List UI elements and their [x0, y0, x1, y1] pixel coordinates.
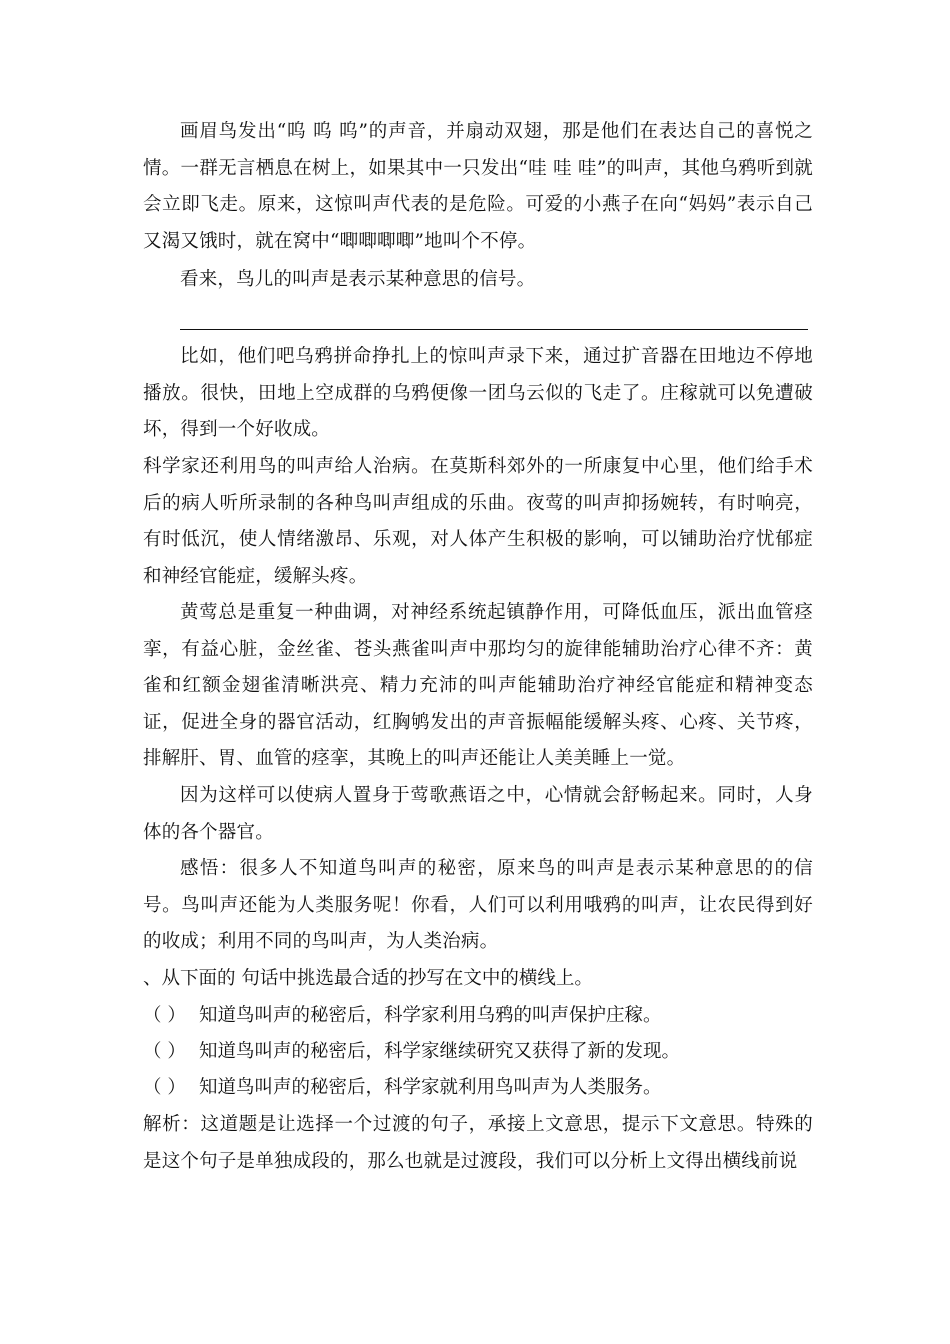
paragraph-signal-conclusion: 看来，鸟儿的叫声是表示某种意思的信号。 [180, 269, 536, 290]
question-prompt: 、从下面的 句话中挑选最合适的抄写在文中的横线上。 [143, 968, 593, 989]
paragraph-crow-example: 比如，他们吧乌鸦拼命挣扎上的惊叫声录下来，通过扩音器在田地边不停地播放。很快，田地上空成群的乌鸦便像一团乌云似的飞走了。庄稼就可以免遭破坏，得到一个好收成。 [143, 346, 813, 440]
option-2-text: 知道鸟叫声的秘密后，科学家继续研究又获得了新的发现。 [199, 1041, 681, 1062]
paragraph-analysis: 解析：这道题是让选择一个过渡的句子，承接上文意思，提示下文意思。特殊的是这个句子是单独成段的，那么也就是过渡段，我们可以分析上文得出横线前说 [143, 1114, 813, 1172]
option-3-text: 知道鸟叫声的秘密后，科学家就利用鸟叫声为人类服务。 [199, 1077, 662, 1098]
option-1-text: 知道鸟叫声的秘密后，科学家利用乌鸦的叫声保护庄稼。 [199, 1005, 662, 1026]
option-1 [143, 998, 813, 1035]
paragraph-oriole: 黄莺总是重复一种曲调，对神经系统起镇静作用，可降低血压，派出血管痉挛，有益心脏，金丝雀、苍头燕雀叫声中那均匀的旋律能辅助治疗心律不齐：黄雀和红额金翅雀清晰洪亮、精力充沛的叫声能辅助治疗神经官能症和精神变态证，促进全身的器官活动，红胸鸲发出的声音振幅能缓解头疼、心疼、关节疼，排解肝、胃、血管的痉挛，其晚上的叫声还能让人美美睡上一觉。 [143, 602, 813, 769]
paragraph-reflection: 感悟：很多人不知道鸟叫声的秘密，原来鸟的叫声是表示某种意思的的信号。鸟叫声还能为人类服务呢！你看，人们可以利用哦鸦的叫声，让农民得到好的收成；利用不同的鸟叫声，为人类治病。 [143, 858, 813, 952]
paragraph-mood: 因为这样可以使病人置身于莺歌燕语之中，心情就会舒畅起来。同时，人身体的各个器官。 [143, 785, 813, 843]
paragraph-healing: 科学家还利用鸟的叫声给人治病。在莫斯科郊外的一所康复中心里，他们给手术后的病人听所录制的各种鸟叫声组成的乐曲。夜莺的叫声抑扬婉转，有时响亮，有时低沉，使人情绪激昂、乐观，对人体产生积极的影响，可以铺助治疗忧郁症和神经官能症，缓解头疼。 [143, 456, 813, 587]
option-2 [143, 1034, 813, 1071]
option-2-paren[interactable]: （ ） [143, 1041, 186, 1062]
option-3-paren[interactable]: （ ） [143, 1077, 186, 1098]
answer-blank-line [180, 329, 808, 330]
option-1-paren[interactable]: （ ） [143, 1005, 186, 1026]
option-3 [143, 1070, 813, 1107]
paragraph-bird-sounds: 画眉鸟发出“呜 呜 呜”的声音，并扇动双翅，那是他们在表达自己的喜悦之情。一群无言栖息在树上，如果其中一只发出“哇 哇 哇”的叫声，其他乌鸦听到就会立即飞走。原来，这惊叫声代表的是危险。可爱的小燕子在向“妈妈”表示自己又渴又饿时，就在窝中“唧唧唧唧”地叫个不停。 [143, 121, 813, 252]
